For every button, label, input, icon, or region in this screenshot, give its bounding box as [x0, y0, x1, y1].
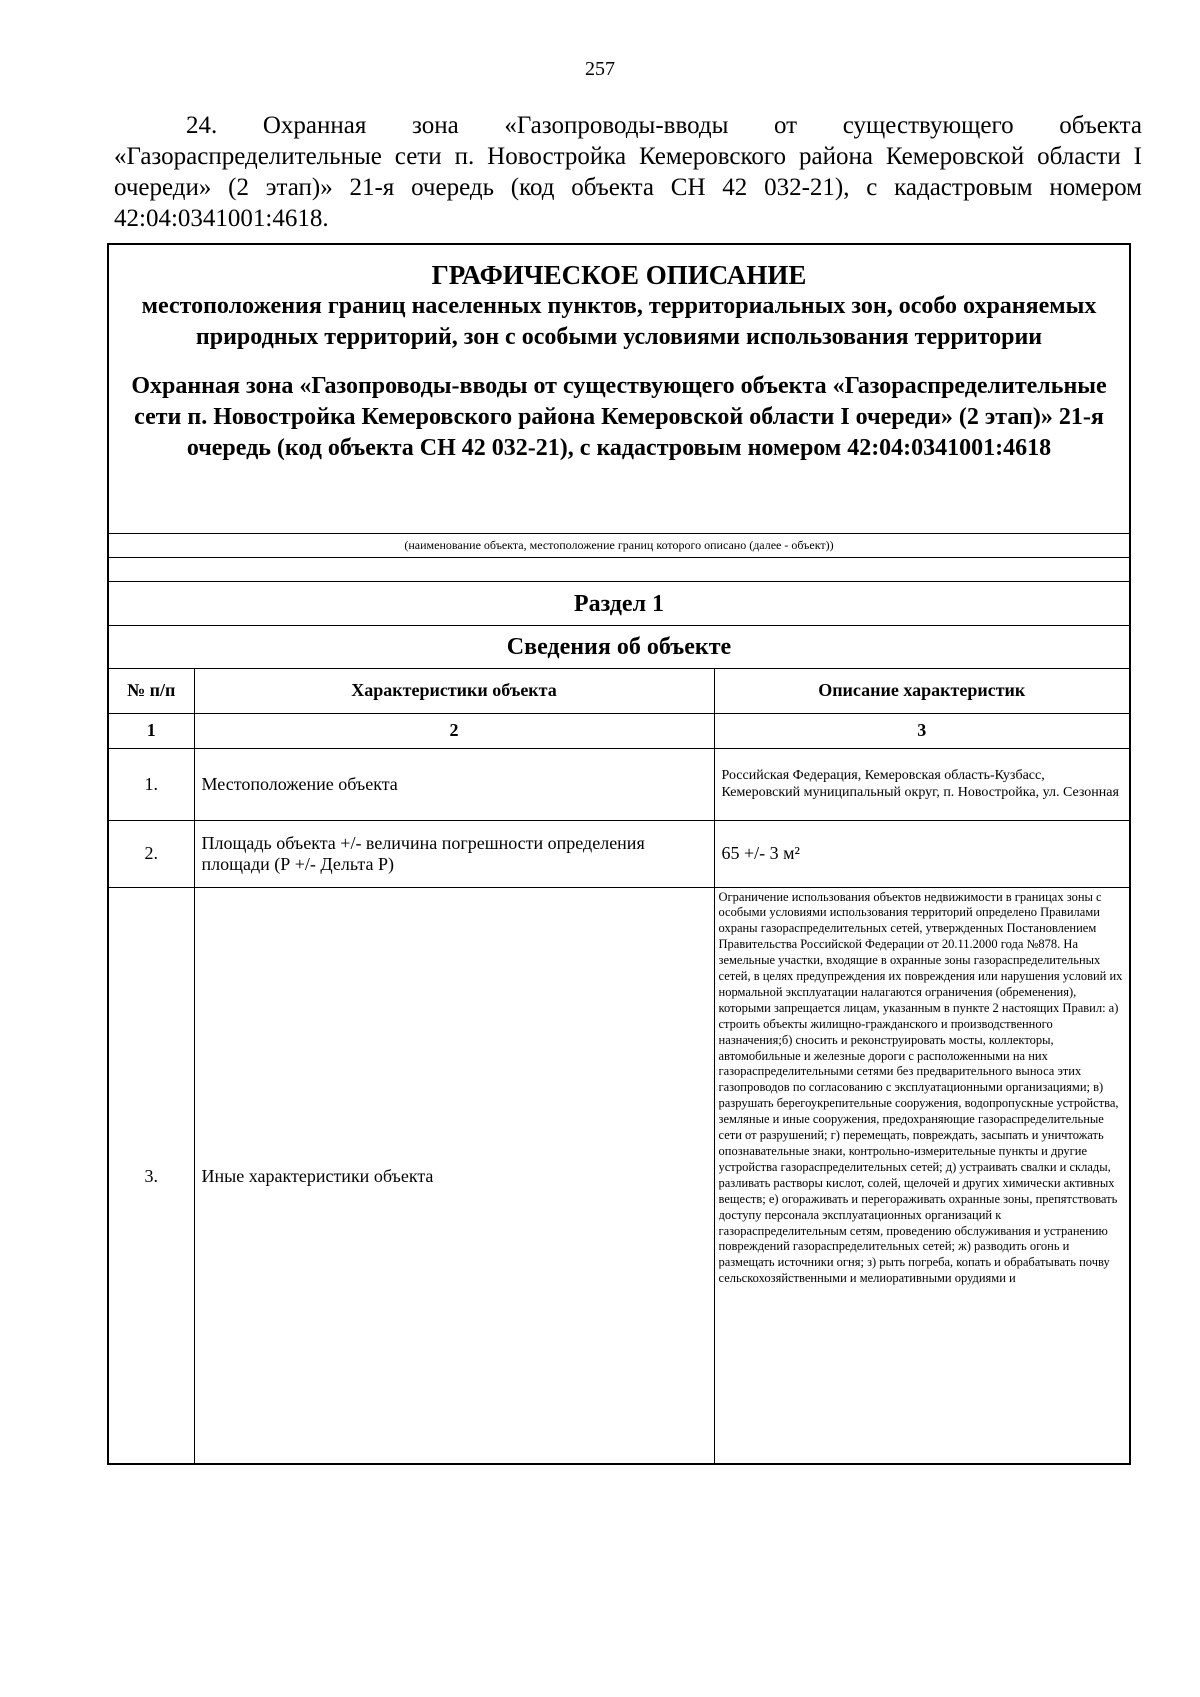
row-description-cell [714, 887, 1129, 1465]
row-description: 65 +/- 3 м² [714, 820, 1129, 887]
column-header: Характеристики объекта [194, 669, 714, 713]
column-number: 2 [194, 713, 714, 748]
graphic-description-frame [107, 243, 1131, 1465]
table-header-row [109, 669, 1129, 713]
row-number: 2. [109, 820, 194, 887]
row-number: 1. [109, 748, 194, 820]
column-header: № п/п [109, 669, 194, 713]
document-title: ГРАФИЧЕСКОЕ ОПИСАНИЕ [431, 260, 807, 290]
row-characteristic: Иные характеристики объекта [194, 887, 714, 1465]
page-number: 257 [585, 58, 615, 80]
table-row [109, 887, 1129, 1465]
section-label: Раздел 1 [109, 581, 1129, 626]
intro-paragraph: 24. Охранная зона «Газопроводы-вводы от существующего объекта «Газораспределительные сети п. Новостройка Кемеровского района Кемеровской области I очереди» (2 этап)» 21-я очередь (код объекта СН 42 032-21), с кадастровым номером 42:04:0341001:4618. [114, 112, 1142, 232]
table-row [109, 748, 1129, 820]
column-number-row [109, 713, 1129, 748]
object-name-note: (наименование объекта, местоположение границ которого описано (далее - объект)) [109, 533, 1129, 558]
row-characteristic: Площадь объекта +/- величина погрешности определения площади (Р +/- Дельта Р) [194, 820, 714, 887]
row-number: 3. [109, 887, 194, 1465]
document-subtitle: местоположения границ населенных пунктов, территориальных зон, особо охраняемых природных территорий, зон с особыми условиями использования территории [141, 293, 1097, 350]
object-info-table [109, 669, 1129, 1465]
row-characteristic: Местоположение объекта [194, 748, 714, 820]
column-number: 1 [109, 713, 194, 748]
row-description: Российская Федерация, Кемеровская область-Кузбасс, Кемеровский муниципальный округ, п. Новостройка, ул. Сезонная [714, 748, 1129, 820]
table-row [109, 820, 1129, 887]
column-header: Описание характеристик [714, 669, 1129, 713]
object-name: Охранная зона «Газопроводы-вводы от существующего объекта «Газораспределительные сети п. Новостройка Кемеровского района Кемеровской области I очереди» (2 этап)» 21-я очередь (код объекта СН 42 032-21), с кадастровым номером 42:04:0341001:4618 [131, 373, 1107, 461]
column-number: 3 [714, 713, 1129, 748]
row-description: Ограничение использования объектов недвижимости в границах зоны с особыми условиями использования территорий определено Правилами охраны газораспределительных сетей, утвержденных Постановлением Правительства Российской Федерации от 20.11.2000 года №878. На земельные участки, входящие в охранные зоны газораспределительных сетей, в целях предупреждения их повреждения или нарушения условий их нормальной эксплуатации налагаются ограничения (обременения), которыми запрещается лицам, указанным в пункте 2 настоящих Правил: а) строить объекты жилищно-гражданского и производственного назначения;б) сносить и реконструировать мосты, коллекторы, автомобильные и железные дороги с расположенными на них газораспределительными сетями без предварительного выноса этих газопроводов по согласованию с эксплуатационными организациями; в) разрушать берегоукрепительные сооружения, водопропускные устройства, земляные и иные сооружения, предохраняющие газораспределительные сети от разрушений; г) перемещать, повреждать, засыпать и уничтожать опознавательные знаки, контрольно-измерительные пункты и другие устройства газораспределительных сетей; д) устраивать свалки и склады, разливать растворы кислот, солей, щелочей и других химически активных веществ; е) огораживать и перегораживать охранные зоны, препятствовать доступу персонала эксплуатационных организаций к газораспределительным сетям, проведению обслуживания и устранению повреждений газораспределительных сетей; ж) разводить огонь и размещать источники огня; з) рыть погреба, копать и обрабатывать почву сельскохозяйственными и мелиоративными орудиями и [718, 889, 1123, 1286]
section-title: Сведения об объекте [109, 626, 1129, 669]
